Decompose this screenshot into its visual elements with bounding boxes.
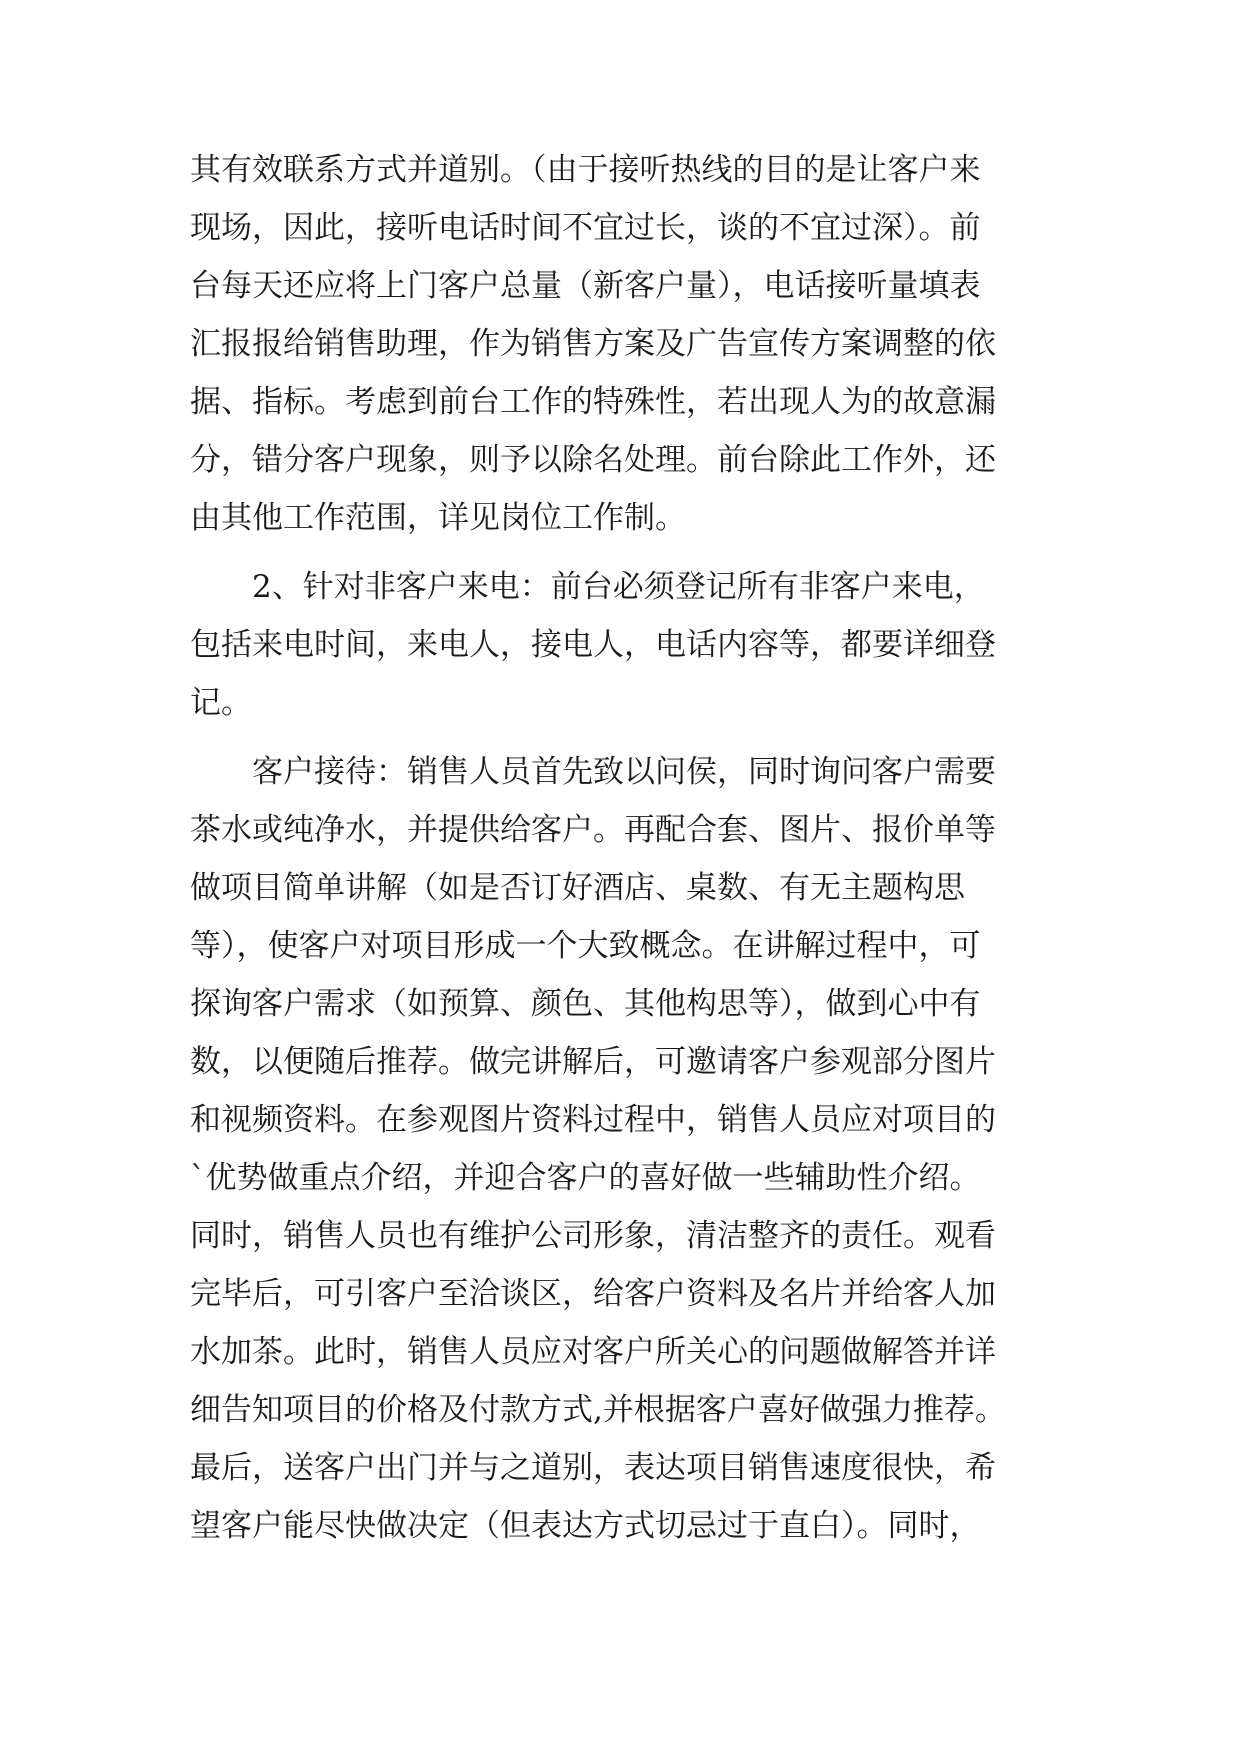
text-line: 等），使客户对项目形成一个大致概念。在讲解过程中，可 [190, 928, 981, 964]
text-line: 完毕后，可引客户至洽谈区，给客户资料及名片并给客人加 [190, 1276, 996, 1312]
text-line: 台每天还应将上门客户总量（新客户量），电话接听量填表 [190, 268, 981, 304]
text-line: 做项目简单讲解（如是否订好酒店、桌数、有无主题构思 [190, 870, 965, 906]
text-line: 现场，因此，接听电话时间不宜过长，谈的不宜过深）。前 [190, 210, 981, 246]
paragraph-first-line: 客户接待：销售人员首先致以问侯，同时询问客户需要 [252, 754, 996, 790]
text-line: 细告知项目的价格及付款方式,并根据客户喜好做强力推荐。 [190, 1392, 1006, 1428]
text-line: 最后，送客户出门并与之道别，表达项目销售速度很快，希 [190, 1450, 996, 1486]
text-line: `优势做重点介绍，并迎合客户的喜好做一些辅助性介绍。 [190, 1160, 981, 1196]
text-line: 茶水或纯净水，并提供给客户。再配合套、图片、报价单等 [190, 812, 996, 848]
text-line: 汇报报给销售助理，作为销售方案及广告宣传方案调整的依 [190, 326, 996, 362]
text-line: 分，错分客户现象，则予以除名处理。前台除此工作外，还 [190, 442, 996, 478]
text-line: 记。 [190, 685, 252, 721]
text-line: 探询客户需求（如预算、颜色、其他构思等），做到心中有 [190, 986, 981, 1022]
text-line: 和视频资料。在参观图片资料过程中，销售人员应对项目的 [190, 1102, 996, 1138]
paragraph-first-line: 2、针对非客户来电：前台必须登记所有非客户来电， [252, 569, 985, 605]
text-line: 望客户能尽快做决定（但表达方式切忌过于直白）。同时， [190, 1508, 981, 1544]
text-line: 同时，销售人员也有维护公司形象，清洁整齐的责任。观看 [190, 1218, 996, 1254]
text-line: 包括来电时间，来电人，接电人，电话内容等，都要详细登 [190, 627, 996, 663]
text-line: 据、指标。考虑到前台工作的特殊性，若出现人为的故意漏 [190, 384, 996, 420]
text-line: 由其他工作范围，详见岗位工作制。 [190, 500, 686, 536]
text-line: 水加茶。此时，销售人员应对客户所关心的问题做解答并详 [190, 1334, 996, 1370]
text-line: 数，以便随后推荐。做完讲解后，可邀请客户参观部分图片 [190, 1044, 996, 1080]
text-line: 其有效联系方式并道别。（由于接听热线的目的是让客户来 [190, 152, 981, 188]
